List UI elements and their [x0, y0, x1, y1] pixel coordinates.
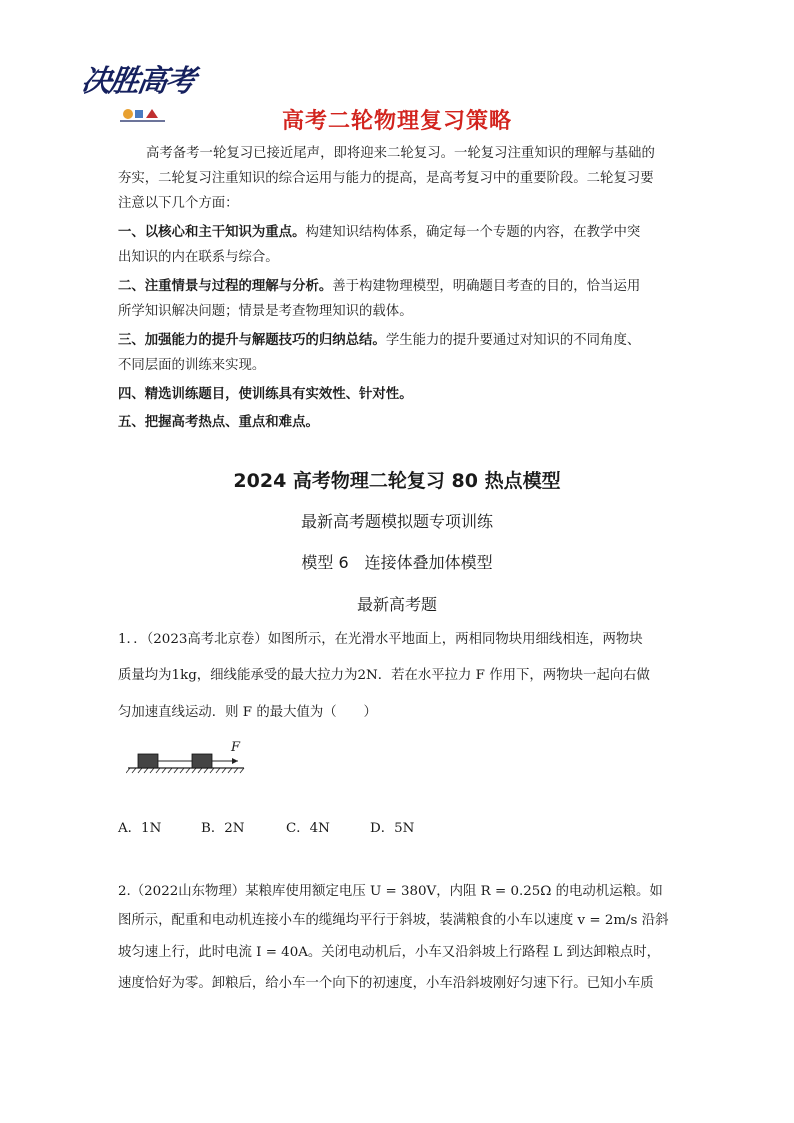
section-subtitle: 最新高考题模拟题专项训练 [300, 512, 493, 531]
point-4: 四、精选训练题目，使训练具有实效性、针对性。 [118, 387, 413, 402]
question-1-figure [126, 744, 246, 774]
question-2-line-1: 2.（2022山东物理）某粮库使用额定电压 U = 380V，内阻 R = 0.25Ω 的电动机运粮。如 [118, 884, 663, 899]
point-1-text: 构建知识结构体系，确定每一个专题的内容，在教学中突 [305, 225, 641, 240]
point-3-text: 学生能力的提升要通过对知识的不同角度、 [385, 333, 641, 348]
intro-line-3: 注意以下几个方面： [118, 196, 239, 211]
intro-line-1: 高考备考一轮复习已接近尾声，即将迎来二轮复习。一轮复习注重知识的理解与基础的 [146, 146, 655, 161]
logo-text: 决胜高考 [79, 64, 196, 99]
option-d: D．5N [370, 821, 415, 836]
point-1-line-2: 出知识的内在联系与综合。 [118, 250, 279, 265]
section-title: 2024 高考物理二轮复习 80 热点模型 [233, 470, 561, 492]
point-2-text: 善于构建物理模型，明确题目考查的目的，恰当运用 [332, 279, 641, 294]
point-2 [118, 274, 640, 299]
option-a: A．1N [118, 821, 162, 836]
point-5: 五、把握高考热点、重点和难点。 [118, 415, 319, 430]
document-title: 高考二轮物理复习策略 [281, 109, 512, 134]
point-2-line-2: 所学知识解决问题；情景是考查物理知识的载体。 [118, 304, 413, 319]
option-c: C．4N [286, 821, 330, 836]
question-2-line-4: 速度恰好为零。卸粮后，给小车一个向下的初速度，小车沿斜坡刚好匀速下行。已知小车质 [118, 976, 654, 991]
category-title: 最新高考题 [356, 595, 437, 614]
question-2-line-3: 坡匀速上行，此时电流 I = 40A。关闭电动机后，小车又沿斜坡上行路程 L 到达卸粮点时， [118, 945, 661, 960]
question-1-line-1: 1．．（2023高考北京卷）如图所示，在光滑水平地面上，两相同物块用细线相连，两物块 [118, 632, 643, 647]
question-2-line-2: 图所示，配重和电动机连接小车的缆绳均平行于斜坡，装满粮食的小车以速度 v = 2m/s 沿斜 [118, 913, 669, 928]
question-1-line-2: 质量均为1kg，细线能承受的最大拉力为2N．若在水平拉力 F 作用下，两物块一起向右做 [118, 668, 650, 683]
question-1-line-3: 匀加速直线运动．则 F 的最大值为（ ） [118, 705, 377, 720]
model-title: 模型 6 连接体叠加体模型 [301, 553, 493, 572]
point-3 [118, 328, 640, 353]
point-3-heading: 三、加强能力的提升与解题技巧的归纳总结。 [118, 333, 386, 348]
option-b: B．2N [201, 821, 245, 836]
point-3-line-2: 不同层面的训练来实现。 [118, 358, 266, 373]
point-2-heading: 二、注重情景与过程的理解与分析。 [118, 279, 333, 294]
force-label: F [231, 740, 241, 755]
point-1 [118, 220, 640, 245]
intro-line-2: 夯实，二轮复习注重知识的综合运用与能力的提高，是高考复习中的重要阶段。二轮复习要 [118, 171, 654, 186]
point-1-heading: 一、以核心和主干知识为重点。 [118, 225, 306, 240]
